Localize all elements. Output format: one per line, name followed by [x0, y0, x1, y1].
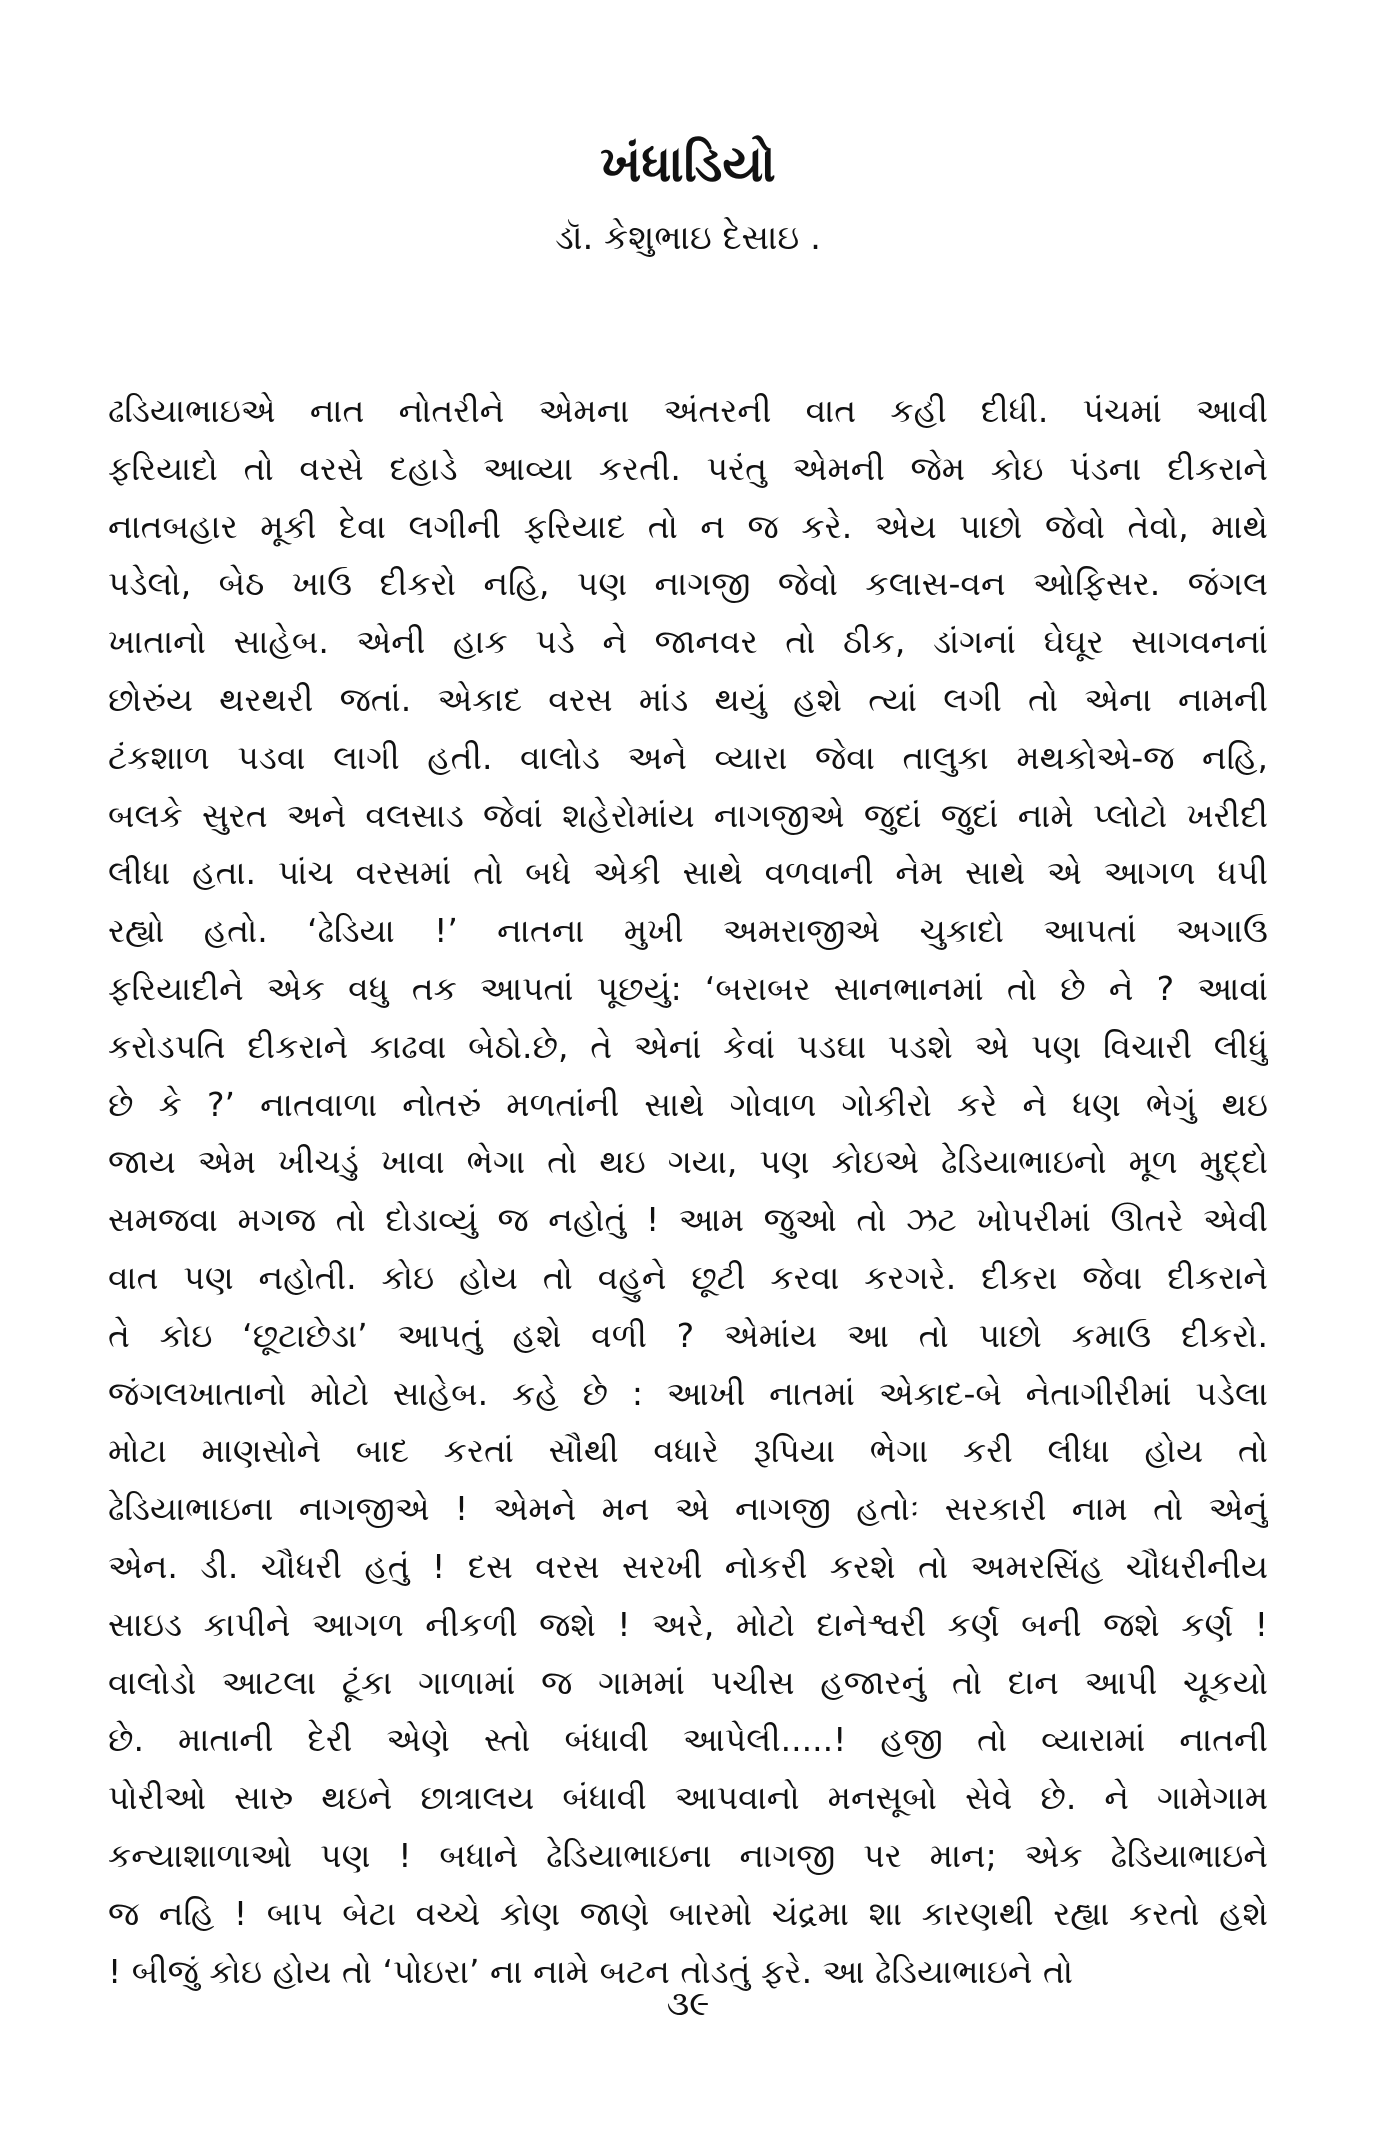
text-line: વાલોડો આટલા ટૂંકા ગાળામાં જ ગામમાં પચીસ હજારનું તો દાન આપી ચૂકયો: [108, 1662, 1268, 1702]
text-line: પોરીઓ સારુ થઇને છાત્રાલય બંધાવી આપવાનો મનસૂબો સેવે છે. ને ગામેગામ: [108, 1778, 1268, 1818]
text-line: જાય એમ ખીચડું ખાવા ભેગા તો થઇ ગયા, પણ કોઇએ ઢેડિયાભાઇનો મૂળ મુદ્દો: [108, 1142, 1268, 1182]
text-line: એન. ડી. ચૌધરી હતું ! દસ વરસ સરખી નોકરી કરશે તો અમરસિંહ ચૌધરીનીય: [108, 1546, 1268, 1586]
text-line: ઢડિયાભાઇએ નાત નોતરીને એમના અંતરની વાત કહી દીધી. પંચમાં આવી: [108, 391, 1268, 430]
text-line: ફરિયાદીને એક વધુ તક આપતાં પૂછયું: ‘બરાબર સાનભાનમાં તો છે ને ? આવાં: [108, 968, 1268, 1008]
text-line: નાતબહાર મૂકી દેવા લગીની ફરિયાદ તો ન જ કરે. એય પાછો જેવો તેવો, માથે: [108, 506, 1268, 546]
text-line: છે કે ?’ નાતવાળા નોતરું મળતાંની સાથે ગોવાળ ગોકીરો કરે ને ધણ ભેગું થઇ: [108, 1084, 1268, 1124]
text-line: ફરિયાદો તો વરસે દહાડે આવ્યા કરતી. પરંતુ એમની જેમ કોઇ પંડના દીકરાને: [108, 448, 1268, 488]
text-line: છોરુંય થરથરી જતાં. એકાદ વરસ માંડ થયું હશે ત્યાં લગી તો એના નામની: [108, 679, 1268, 719]
text-line: તે કોઇ ‘છૂટાછેડા’ આપતું હશે વળી ? એમાંય આ તો પાછો કમાઉ દીકરો.: [108, 1315, 1268, 1355]
text-line: કરોડપતિ દીકરાને કાઢવા બેઠો.છે, તે એનાં કેવાં પડઘા પડશે એ પણ વિચારી લીધું: [108, 1026, 1268, 1066]
text-line: ખાતાનો સાહેબ. એની હાક પડે ને જાનવર તો ઠીક, ડાંગનાં ઘેઘૂર સાગવનનાં: [108, 622, 1268, 662]
author-name: ડૉ. કેશુભાઇ દેસાઇ .: [555, 218, 821, 258]
text-line: બલકે સુરત અને વલસાડ જેવાં શહેરોમાંય નાગજીએ જુદાં જુદાં નામે પ્લોટો ખરીદી: [108, 795, 1268, 835]
story-title: ખંધાડિયો: [600, 135, 776, 193]
text-line: જ નહિ ! બાપ બેટા વચ્ચે કોણ જાણે બારમો ચંદ્રમા શા કારણથી રહ્યા કરતો હશે: [108, 1893, 1268, 1933]
text-line: જંગલખાતાનો મોટો સાહેબ. કહે છે : આખી નાતમાં એકાદ-બે નેતાગીરીમાં પડેલા: [108, 1373, 1268, 1413]
text-line: રહ્યો હતો. ‘ઢેડિયા !’ નાતના મુખી અમરાજીએ ચુકાદો આપતાં અગાઉ: [108, 911, 1268, 951]
text-line: કન્યાશાળાઓ પણ ! બધાને ઢેડિયાભાઇના નાગજી પર માન; એક ઢેડિયાભાઇને: [108, 1835, 1268, 1875]
text-line: ! બીજું કોઇ હોય તો ‘પોઇરા’ ના નામે બટન તોડતું ફરે. આ ઢેડિયાભાઇને તો: [108, 1951, 1074, 1991]
text-line: વાત પણ નહોતી. કોઇ હોય તો વહુને છૂટી કરવા કરગરે. દીકરા જેવા દીકરાને: [108, 1257, 1268, 1297]
text-line: પડેલો, બેઠ ખાઉ દીકરો નહિ, પણ નાગજી જેવો કલાસ-વન ઓફિસર. જંગલ: [108, 564, 1268, 604]
text-line: મોટા માણસોને બાદ કરતાં સૌથી વધારે રૂપિયા ભેગા કરી લીધા હોય તો: [108, 1431, 1268, 1471]
text-line: ઢેડિયાભાઇના નાગજીએ ! એમને મન એ નાગજી હતોઃ સરકારી નામ તો એનું: [108, 1489, 1268, 1529]
page-number: ૩૯: [666, 1984, 710, 2024]
text-line: સમજવા મગજ તો દોડાવ્યું જ નહોતું ! આમ જુઓ તો ઝટ ખોપરીમાં ઊતરે એવી: [108, 1200, 1268, 1240]
story-body: [108, 382, 1268, 2000]
text-line: ટંકશાળ પડવા લાગી હતી. વાલોડ અને વ્યારા જેવા તાલુકા મથકોએ-જ નહિ,: [108, 737, 1268, 777]
text-line: સાઇડ કાપીને આગળ નીકળી જશે ! અરે, મોટો દાનેશ્વરી કર્ણ બની જશે કર્ણ !: [108, 1604, 1268, 1644]
text-line: લીધા હતા. પાંચ વરસમાં તો બધે એકી સાથે વળવાની નેમ સાથે એ આગળ ધપી: [108, 853, 1268, 893]
text-line: છે. માતાની દેરી એણે સ્તો બંધાવી આપેલી.....! હજી તો વ્યારામાં નાતની: [108, 1720, 1268, 1760]
